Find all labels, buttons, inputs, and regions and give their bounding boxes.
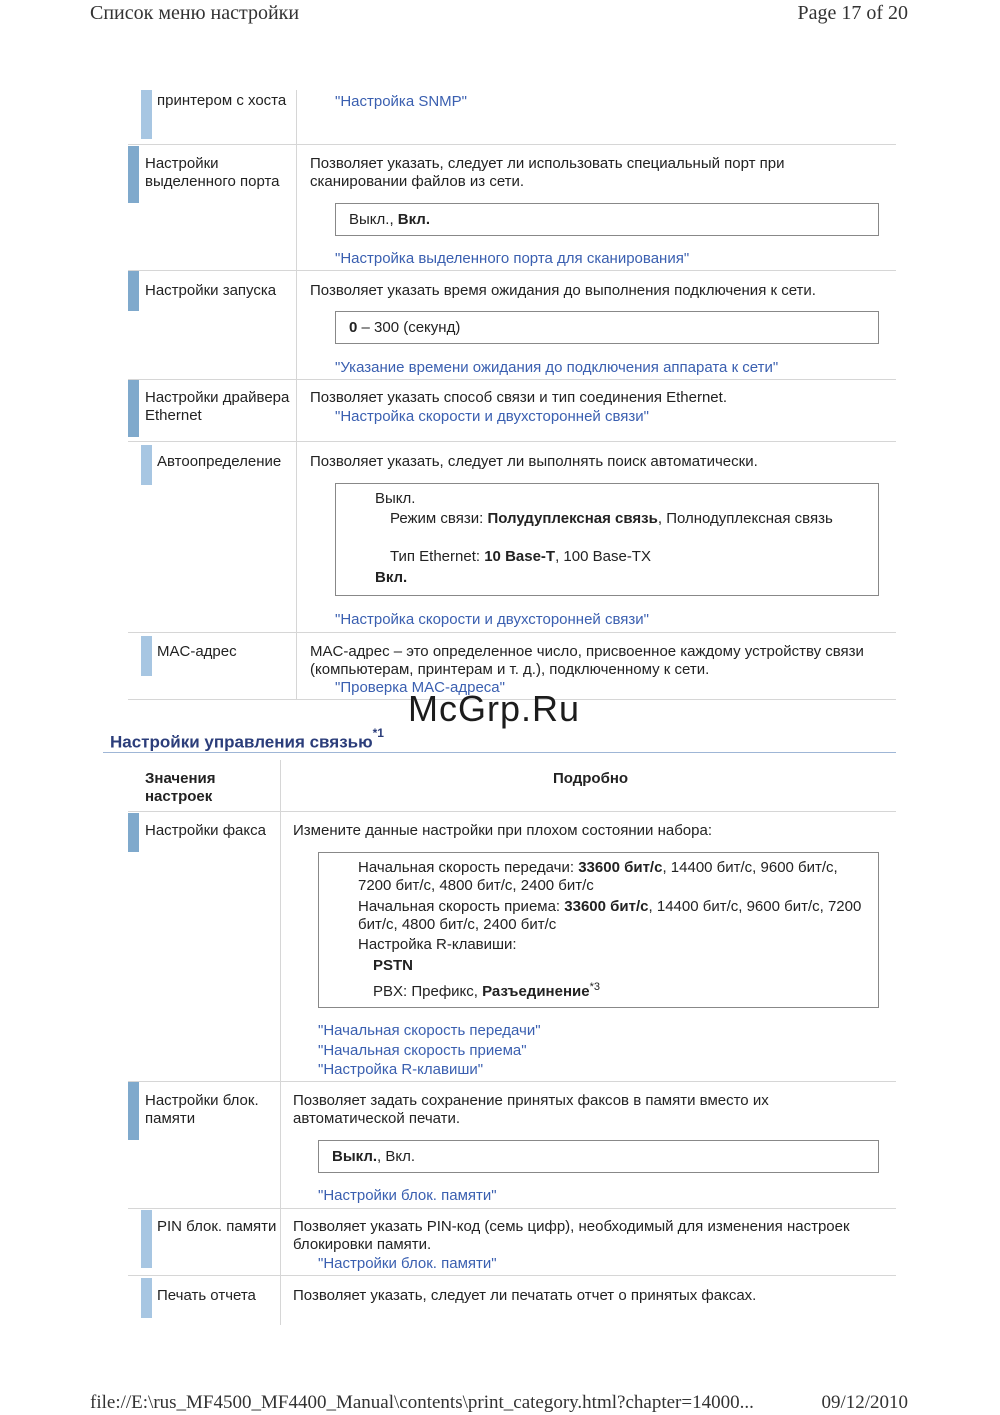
setting-description: Позволяет указать, следует ли использовать специальный порт при сканировании файлов из сети. <box>310 155 785 190</box>
option-value: Выкл. <box>349 211 390 228</box>
level-marker <box>141 636 152 676</box>
setting-name: принтером с хоста <box>157 92 287 109</box>
setting-name: Настройки запуска <box>145 282 277 299</box>
rx-speed-options: Начальная скорость приема: 33600 бит/с, 14400 бит/с, 9600 бит/с, 7200 бит/с, 4800 бит/с, 2400 бит/с <box>358 898 862 933</box>
table-row <box>128 1209 896 1276</box>
column-header-details: Подробно <box>553 770 629 787</box>
level-marker <box>141 90 152 139</box>
pbx-options: PBX: Префикс, Разъединение$^{*3}$ <box>373 981 600 1000</box>
setting-description: Позволяет указать, следует ли печатать отчет о принятых факсах. <box>293 1287 757 1304</box>
link-wait-time[interactable]: "Указание времени ожидания до подключения аппарата к сети" <box>335 359 779 376</box>
option-off: Выкл. <box>375 490 416 507</box>
file-path: file://E:\rus_MF4500_MF4400_Manual\contents\print_category.html?chapter=14000... <box>90 1392 754 1413</box>
link-r-key[interactable]: "Настройка R-клавиши" <box>318 1061 484 1078</box>
setting-name: Настройки блок. памяти <box>145 1092 259 1127</box>
level-marker <box>128 813 139 852</box>
setting-name: Печать отчета <box>157 1287 256 1304</box>
option-on: Вкл. <box>375 569 408 586</box>
level-marker <box>128 271 139 311</box>
page-header-title: Список меню настройки <box>90 2 300 24</box>
setting-description: Позволяет указать способ связи и тип соединения Ethernet. <box>310 389 727 406</box>
print-date: 09/12/2010 <box>821 1392 908 1413</box>
table-row <box>128 812 896 1082</box>
setting-description: Позволяет задать сохранение принятых факсов в памяти вместо их автоматической печати. <box>293 1092 769 1127</box>
option-pstn: PSTN <box>373 957 414 974</box>
section-divider <box>103 752 896 753</box>
setting-description: MAC-адрес – это определенное число, присвоенное каждому устройству связи (компьютерам, принтерам и т. д.), подключенному к сети. <box>310 643 864 678</box>
setting-description: Позволяет указать время ожидания до выполнения подключения к сети. <box>310 282 816 299</box>
link-mac-address[interactable]: "Проверка MAC-адреса" <box>335 679 505 696</box>
link-ethernet-speed[interactable]: "Настройка скорости и двухсторонней связи" <box>335 408 649 425</box>
options-box <box>335 483 879 596</box>
level-marker <box>128 146 139 203</box>
comm-mode-options: Режим связи: Полудуплексная связь, Полнодуплексная связь <box>390 510 833 527</box>
table-row <box>128 1276 896 1326</box>
r-key-label: Настройка R-клавиши: <box>358 936 517 953</box>
table-row <box>128 442 896 633</box>
setting-name: Автоопределение <box>157 453 282 470</box>
level-marker <box>141 1210 152 1268</box>
watermark: McGrp.Ru <box>408 688 581 729</box>
ethernet-type-options: Тип Ethernet: 10 Base-T, 100 Base-TX <box>390 548 651 565</box>
table-row <box>128 380 896 442</box>
section-title: Настройки управления связью$^{*1}$ <box>110 726 384 752</box>
page-number: Page 17 of 20 <box>797 2 908 24</box>
option-value: , Вкл. <box>377 1148 416 1165</box>
setting-description: Позволяет указать, следует ли выполнять поиск автоматически. <box>310 453 758 470</box>
options-box <box>318 1140 879 1173</box>
setting-name: Настройки факса <box>145 822 266 839</box>
setting-name: Настройки драйвера Ethernet <box>145 389 290 424</box>
table-row <box>128 90 896 145</box>
link-memory-lock[interactable]: "Настройки блок. памяти" <box>318 1255 497 1272</box>
link-rx-speed[interactable]: "Начальная скорость приема" <box>318 1042 527 1059</box>
link-snmp[interactable]: "Настройка SNMP" <box>335 93 467 110</box>
table-row <box>128 271 896 380</box>
option-default: Вкл. <box>397 211 431 228</box>
option-value: – 300 (секунд) <box>357 319 461 336</box>
setting-description: Измените данные настройки при плохом состоянии набора: <box>293 822 712 839</box>
option-default: Выкл. <box>332 1148 378 1165</box>
tx-speed-options: Начальная скорость передачи: 33600 бит/с, 14400 бит/с, 9600 бит/с, 7200 бит/с, 4800 бит/с, 2400 бит/с <box>358 859 838 894</box>
options-box <box>318 852 879 1008</box>
link-memory-lock[interactable]: "Настройки блок. памяти" <box>318 1187 497 1204</box>
link-ethernet-speed[interactable]: "Настройка скорости и двухсторонней связи" <box>335 611 649 628</box>
table-header-row <box>128 760 896 812</box>
level-marker <box>128 380 139 437</box>
level-marker <box>141 445 152 485</box>
setting-description: Позволяет указать PIN-код (семь цифр), необходимый для изменения настроек блокировки памяти. <box>293 1218 850 1253</box>
link-dedicated-port[interactable]: "Настройка выделенного порта для сканирования" <box>335 250 690 267</box>
setting-name: MAC-адрес <box>157 643 237 660</box>
column-header-settings: Значения настроек <box>145 770 216 805</box>
table-row <box>128 145 896 271</box>
options-box: Выкл., Вкл. <box>335 203 879 236</box>
setting-name: Настройки выделенного порта <box>145 155 280 190</box>
options-box <box>335 311 879 344</box>
link-tx-speed[interactable]: "Начальная скорость передачи" <box>318 1022 541 1039</box>
table-row <box>128 1082 896 1209</box>
setting-name: PIN блок. памяти <box>157 1218 277 1235</box>
level-marker <box>141 1278 152 1318</box>
option-default: 0 <box>349 319 358 336</box>
level-marker <box>128 1082 139 1140</box>
